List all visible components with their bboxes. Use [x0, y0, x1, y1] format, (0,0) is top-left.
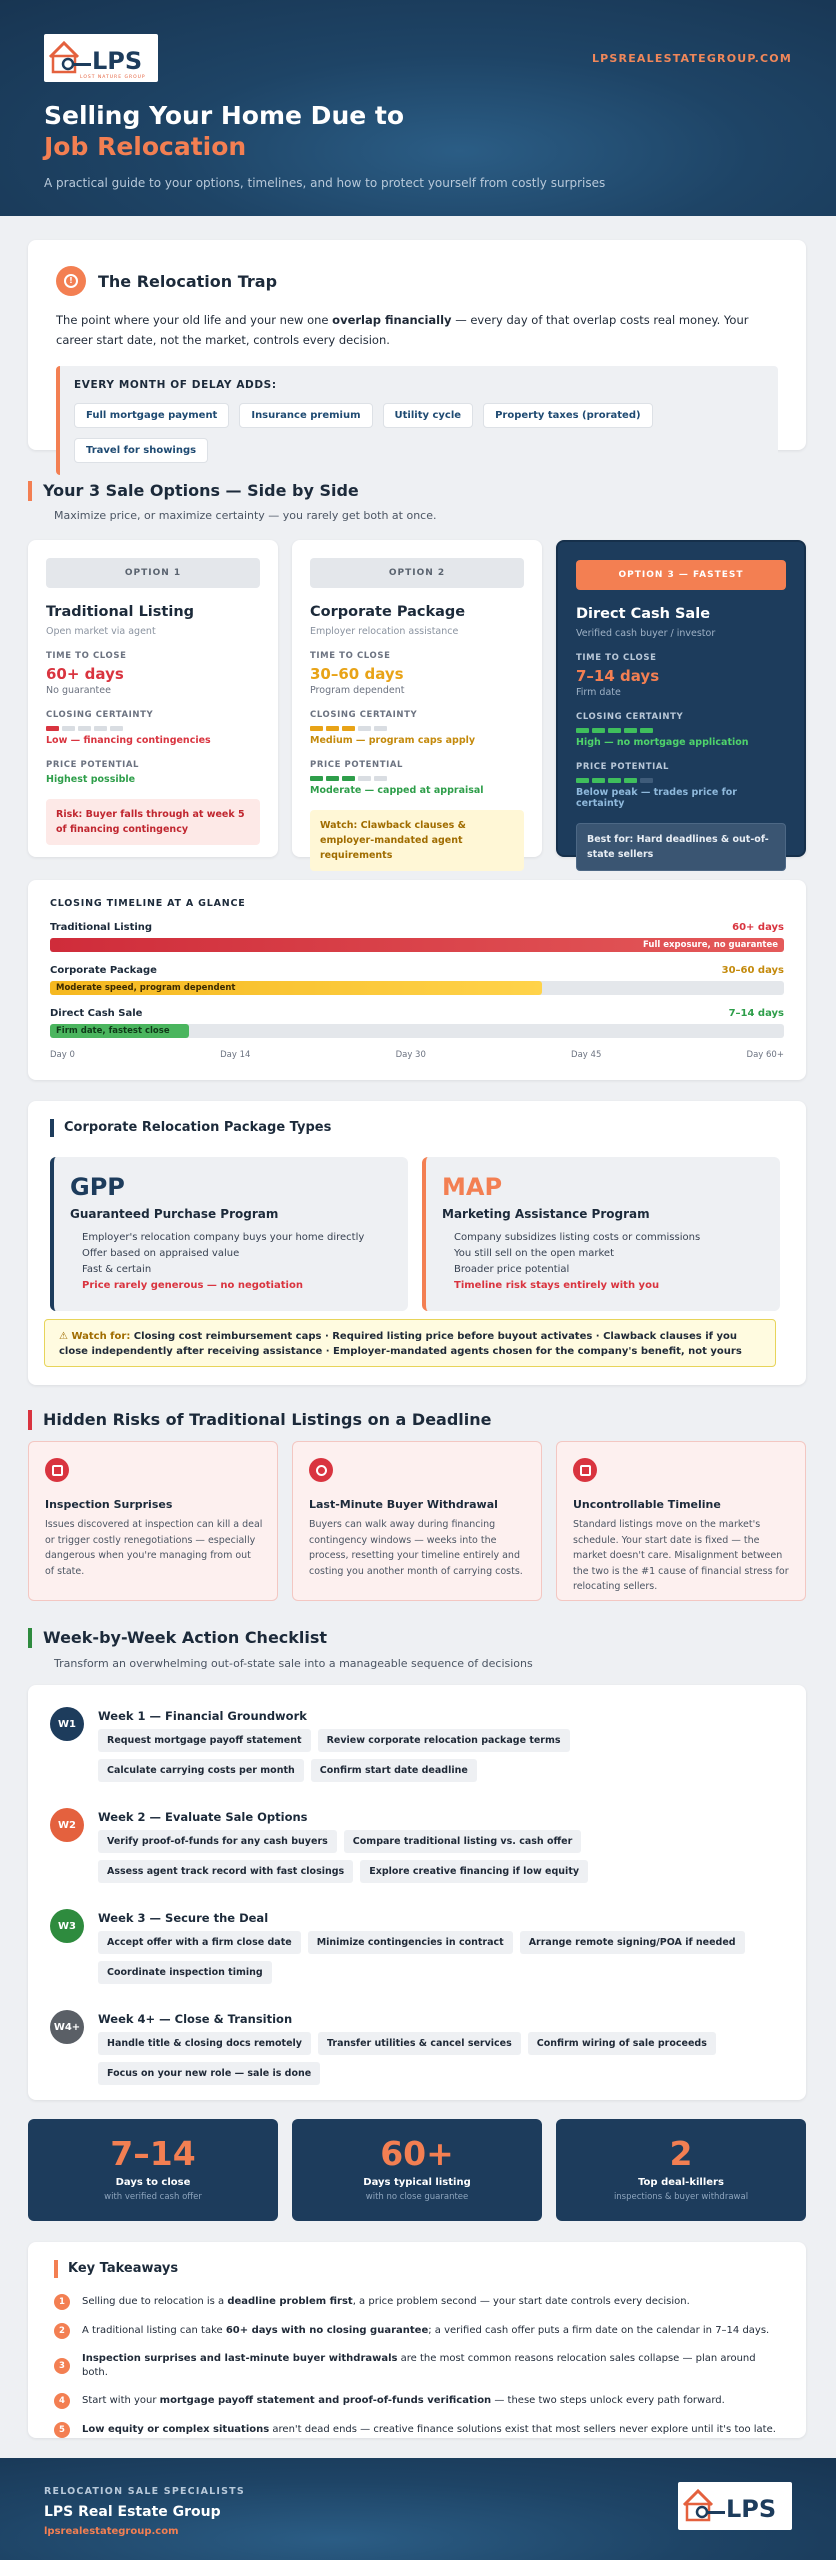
takeaway-number: 1: [54, 2294, 70, 2310]
logo-text: LPS: [92, 47, 143, 75]
task-item[interactable]: Assess agent track record with fast closings: [98, 1860, 353, 1883]
option-badge: OPTION 2: [310, 558, 524, 588]
time-label: TIME TO CLOSE: [46, 651, 127, 661]
website-link[interactable]: LPSREALESTATEGROUP.COM: [591, 52, 792, 65]
task-item[interactable]: Compare traditional listing vs. cash offer: [344, 1830, 582, 1853]
price-label: PRICE POTENTIAL: [310, 760, 404, 770]
takeaway-number: 3: [54, 2358, 70, 2374]
stat-value: 7–14: [110, 2134, 196, 2173]
option-badge: OPTION 3 — FASTEST: [576, 560, 786, 590]
axis-tick: Day 45: [571, 1050, 602, 1060]
takeaway-item: 5 Low equity or complex situations aren't dead ends — creative finance solutions exist that most sellers never explore until it's too late.: [54, 2422, 780, 2438]
axis-tick: Day 14: [220, 1050, 251, 1060]
risk-text: Issues discovered at inspection can kill a deal or trigger costly renegotiations — especially dangerous when you're managing from out of state.: [45, 1519, 263, 1577]
package-types-card: [28, 1101, 806, 1385]
timeline-axis: [50, 1050, 784, 1060]
delay-chip: Utility cycle: [383, 403, 474, 428]
task-item[interactable]: Coordinate inspection timing: [98, 1961, 272, 1984]
closing-timeline-card: [28, 880, 806, 1080]
week-badge: W2: [50, 1808, 84, 1842]
timeline-row-cash: [50, 1008, 784, 1038]
task-item[interactable]: Transfer utilities & cancel services: [318, 2032, 521, 2055]
gpp-abbr: GPP: [70, 1173, 125, 1201]
task-item[interactable]: Calculate carrying costs per month: [98, 1759, 304, 1782]
hero-subtitle: A practical guide to your options, timelines, and how to protect yourself from costly surprises: [44, 176, 606, 190]
certainty-label: CLOSING CERTAINTY: [576, 712, 684, 722]
option-time-note: No guarantee: [46, 685, 111, 696]
time-label: TIME TO CLOSE: [576, 653, 657, 663]
option-name: Traditional Listing: [46, 604, 195, 620]
takeaway-number: 2: [54, 2323, 70, 2339]
option-note: Watch: Clawback clauses & employer-mandated agent requirements: [310, 810, 524, 871]
stat-card: [292, 2119, 542, 2221]
takeaways-title: Key Takeaways: [54, 2260, 780, 2278]
task-item[interactable]: Accept offer with a firm close date: [98, 1931, 301, 1954]
option-price: Moderate — capped at appraisal: [310, 785, 484, 796]
key-takeaways-card: [28, 2242, 806, 2438]
home-alert-icon: [45, 1458, 69, 1482]
task-item[interactable]: Verify proof-of-funds for any cash buyers: [98, 1830, 337, 1853]
company-logo[interactable]: [44, 34, 158, 82]
logo-text: LPS: [726, 2495, 777, 2523]
week-badge: W3: [50, 1909, 84, 1943]
option-card-cash: [556, 540, 806, 860]
stat-sub: inspections & buyer withdrawal: [613, 2192, 749, 2202]
page-title: [44, 100, 792, 162]
stat-value: 2: [669, 2134, 693, 2173]
footer: [0, 2458, 836, 2560]
packages-title: Corporate Relocation Package Types: [50, 1119, 331, 1137]
delay-costs-box: [56, 366, 778, 475]
stat-card: [556, 2119, 806, 2221]
timeline-title: CLOSING TIMELINE AT A GLANCE: [50, 898, 246, 909]
task-item[interactable]: Confirm wiring of sale proceeds: [528, 2032, 716, 2055]
footer-kicker: RELOCATION SALE SPECIALISTS: [44, 2486, 245, 2497]
option-card-corporate: [292, 540, 542, 861]
option-time-note: Firm date: [576, 687, 621, 698]
relocation-trap-card: [28, 240, 806, 456]
option-price: Highest possible: [46, 774, 136, 785]
calendar-icon: [573, 1458, 597, 1482]
risk-card: [28, 1441, 278, 1601]
options-section-title: Your 3 Sale Options — Side by Side: [28, 481, 359, 501]
axis-tick: Day 0: [50, 1050, 75, 1060]
map-name: Marketing Assistance Program: [442, 1207, 650, 1221]
option-time: 60+ days: [46, 665, 124, 683]
task-item[interactable]: Explore creative financing if low equity: [360, 1860, 588, 1883]
gpp-panel: [50, 1157, 408, 1311]
stat-label: Top deal-killers: [638, 2177, 724, 2188]
timeline-row-traditional: [50, 922, 784, 952]
trap-title: The Relocation Trap: [98, 271, 278, 291]
map-item: Broader price potential: [454, 1264, 570, 1275]
certainty-meter: [310, 726, 524, 731]
timeline-row-name: Corporate Package: [50, 965, 157, 976]
delay-chip: Travel for showings: [74, 438, 208, 463]
checklist-subtitle: Transform an overwhelming out-of-state sale into a manageable sequence of decisions: [54, 1657, 533, 1670]
timeline-row-days: 7–14 days: [728, 1008, 784, 1019]
option-time: 30–60 days: [310, 665, 404, 683]
price-meter: [310, 776, 524, 781]
risk-card: [556, 1441, 806, 1601]
timeline-bar: Moderate speed, program dependent: [50, 981, 542, 995]
price-meter: [576, 778, 786, 783]
option-who: Open market via agent: [46, 626, 156, 637]
map-abbr: MAP: [442, 1173, 503, 1201]
risk-title: Last-Minute Buyer Withdrawal: [309, 1498, 498, 1511]
axis-tick: Day 60+: [746, 1050, 784, 1060]
logo-tagline: LOST NATURE GROUP: [80, 75, 146, 80]
option-who: Employer relocation assistance: [310, 626, 459, 637]
watch-label: ⚠ Watch for:: [59, 1331, 131, 1342]
stat-value: 60+: [380, 2134, 454, 2173]
title-line-1: Selling Your Home Due to: [44, 101, 405, 130]
stat-sub: with verified cash offer: [104, 2192, 202, 2202]
watch-for-box: [44, 1319, 776, 1367]
timeline-row-corporate: [50, 965, 784, 995]
task-item[interactable]: Confirm start date deadline: [311, 1759, 477, 1782]
option-name: Direct Cash Sale: [576, 606, 711, 622]
risk-text: Buyers can walk away during financing contingency windows — weeks into the process, resetting your timeline entirely and costing you another month of carrying costs.: [309, 1519, 523, 1577]
risk-title: Uncontrollable Timeline: [573, 1498, 721, 1511]
footer-company: LPS Real Estate Group: [44, 2504, 221, 2520]
option-card-traditional: [28, 540, 278, 857]
timeline-row-name: Traditional Listing: [50, 922, 153, 933]
delay-chip: Full mortgage payment: [74, 403, 229, 428]
delay-chip: Insurance premium: [239, 403, 372, 428]
price-label: PRICE POTENTIAL: [576, 762, 670, 772]
price-label: PRICE POTENTIAL: [46, 760, 140, 770]
time-label: TIME TO CLOSE: [310, 651, 391, 661]
task-item[interactable]: Request mortgage payoff statement: [98, 1729, 311, 1752]
week-title: Week 1 — Financial Groundwork: [98, 1709, 307, 1723]
house-key-logo-icon: [680, 2483, 790, 2529]
checklist-section-title: Week-by-Week Action Checklist: [28, 1628, 327, 1648]
takeaway-item: 4 Start with your mortgage payoff statement and proof-of-funds verification — these two steps unlock every path forward.: [54, 2393, 780, 2409]
timeline-row-days: 60+ days: [732, 922, 784, 933]
takeaway-number: 4: [54, 2393, 70, 2409]
stat-sub: with no close guarantee: [365, 2192, 469, 2202]
gpp-name: Guaranteed Purchase Program: [70, 1207, 279, 1221]
option-note: Best for: Hard deadlines & out-of-state sellers: [576, 823, 786, 871]
week-title: Week 2 — Evaluate Sale Options: [98, 1810, 308, 1824]
option-price: Below peak — trades price for certainty: [576, 787, 737, 809]
options-section-subtitle: Maximize price, or maximize certainty — you rarely get both at once.: [54, 509, 437, 522]
task-item[interactable]: Review corporate relocation package terms: [318, 1729, 570, 1752]
risk-text: Standard listings move on the market's schedule. Your start date is fixed — the market doesn't care. Misalignment between the two is the #1 cause of financial stress for relocating sellers.: [573, 1519, 789, 1592]
map-panel: [422, 1157, 780, 1311]
takeaway-item: 3 Inspection surprises and last-minute buyer withdrawals are the most common reasons relocation sales collapse — plan around both.: [54, 2352, 780, 2380]
house-key-logo-icon: [46, 35, 156, 81]
option-time: 7–14 days: [576, 667, 660, 685]
delay-chip: Property taxes (prorated): [483, 403, 652, 428]
timeline-row-days: 30–60 days: [721, 965, 784, 976]
option-note: Risk: Buyer falls through at week 5 of financing contingency: [46, 799, 260, 845]
risk-title: Inspection Surprises: [45, 1498, 173, 1511]
checklist-card: [28, 1685, 806, 2100]
map-item: Company subsidizes listing costs or commissions: [454, 1232, 701, 1243]
risks-section-title: Hidden Risks of Traditional Listings on a Deadline: [28, 1410, 492, 1430]
option-badge: OPTION 1: [46, 558, 260, 588]
week-badge: W1: [50, 1707, 84, 1741]
gpp-item: Offer based on appraised value: [82, 1248, 240, 1259]
alert-icon: !: [56, 266, 86, 296]
timeline-bar: Full exposure, no guarantee: [50, 938, 784, 952]
stat-label: Days to close: [115, 2177, 191, 2188]
option-time-note: Program dependent: [310, 685, 405, 696]
task-item[interactable]: Minimize contingencies in contract: [308, 1931, 513, 1954]
task-item[interactable]: Handle title & closing docs remotely: [98, 2032, 311, 2055]
timeline-row-name: Direct Cash Sale: [50, 1008, 143, 1019]
takeaway-item: 1 Selling due to relocation is a deadline problem first, a price problem second — your start date controls every decision.: [54, 2294, 780, 2310]
title-line-2: Job Relocation: [44, 132, 247, 161]
takeaway-number: 5: [54, 2422, 70, 2438]
axis-tick: Day 30: [395, 1050, 426, 1060]
footer-logo[interactable]: [678, 2482, 792, 2530]
delay-label: EVERY MONTH OF DELAY ADDS:: [74, 379, 277, 391]
risk-card: [292, 1441, 542, 1601]
hero-header: [0, 0, 836, 216]
watch-text: Closing cost reimbursement caps · Required listing price before buyout activates · Clawback clauses if you close independently after receiving assistance · Employer-mandated agents chosen for the company's benefit, not yours: [59, 1331, 742, 1357]
certainty-label: CLOSING CERTAINTY: [46, 710, 154, 720]
gpp-item: Fast & certain: [82, 1264, 152, 1275]
stat-label: Days typical listing: [363, 2177, 471, 2188]
option-certainty: High — no mortgage application: [576, 737, 749, 748]
option-certainty: Low — financing contingencies: [46, 735, 211, 746]
certainty-meter: [46, 726, 260, 731]
gpp-item: Employer's relocation company buys your home directly: [82, 1232, 365, 1243]
week-title: Week 3 — Secure the Deal: [98, 1911, 269, 1925]
takeaway-item: 2 A traditional listing can take 60+ days with no closing guarantee; a verified cash offer puts a firm date on the calendar in 7–14 days.: [54, 2323, 780, 2339]
task-item[interactable]: Arrange remote signing/POA if needed: [520, 1931, 745, 1954]
week-badge: W4+: [50, 2010, 84, 2044]
certainty-label: CLOSING CERTAINTY: [310, 710, 418, 720]
option-who: Verified cash buyer / investor: [576, 628, 716, 639]
week-title: Week 4+ — Close & Transition: [98, 2012, 293, 2026]
option-name: Corporate Package: [310, 604, 466, 620]
task-item[interactable]: Focus on your new role — sale is done: [98, 2062, 320, 2085]
footer-url[interactable]: lpsrealestategroup.com: [44, 2526, 179, 2537]
stat-card: [28, 2119, 278, 2221]
option-certainty: Medium — program caps apply: [310, 735, 476, 746]
map-warning: Timeline risk stays entirely with you: [454, 1280, 660, 1291]
map-item: You still sell on the open market: [454, 1248, 615, 1259]
timeline-bar: Firm date, fastest close: [50, 1024, 189, 1038]
cancel-icon: [309, 1458, 333, 1482]
gpp-warning: Price rarely generous — no negotiation: [82, 1280, 303, 1291]
certainty-meter: [576, 728, 786, 733]
trap-body: The point where your old life and your new one overlap financially — every day of that overlap costs real money. Your career start date, not the market, controls every decision.: [56, 313, 749, 347]
